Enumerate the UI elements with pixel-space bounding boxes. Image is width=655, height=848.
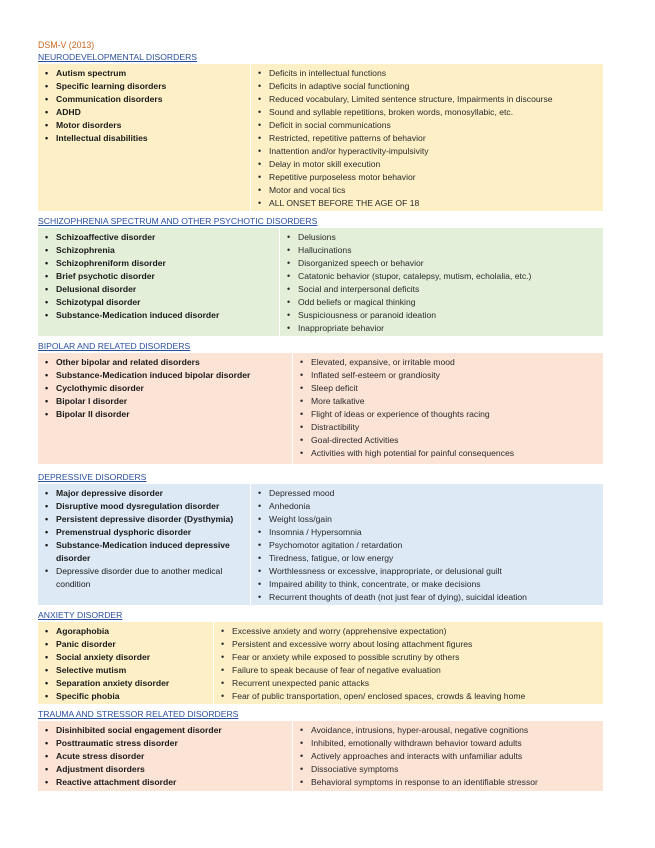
symptom-item: • Restricted, repetitive patterns of behavior — [251, 132, 603, 145]
section-anxiety — [38, 622, 603, 704]
symptom-item: • Flight of ideas or experience of thoughts racing — [293, 408, 603, 421]
symptom-item: • Dissociative symptoms — [293, 763, 603, 776]
disorder-item: • Substance-Medication induced disorder — [38, 309, 279, 322]
symptom-item: • Deficits in adaptive social functioning — [251, 80, 603, 93]
symptom-item: • Catatonic behavior (stupor, catalepsy, mutism, echolalia, etc.) — [280, 270, 603, 283]
section-title-schizophrenia: SCHIZOPHRENIA SPECTRUM AND OTHER PSYCHOTIC DISORDERS — [38, 216, 318, 226]
section-neurodevelopmental — [38, 64, 603, 211]
symptom-item: • Delay in motor skill execution — [251, 158, 603, 171]
disorder-item: • Schizotypal disorder — [38, 296, 279, 309]
symptom-item: • Tiredness, fatigue, or low energy — [251, 552, 603, 565]
disorder-item: • Disruptive mood dysregulation disorder — [38, 500, 250, 513]
symptom-item: • Inappropriate behavior — [280, 322, 603, 335]
disorder-item: • Bipolar II disorder — [38, 408, 292, 421]
symptom-item: • Impaired ability to think, concentrate, or make decisions — [251, 578, 603, 591]
disorder-item: • Other bipolar and related disorders — [38, 356, 292, 369]
symptoms-column — [251, 484, 603, 605]
symptom-item: • Fear of public transportation, open/ enclosed spaces, crowds & leaving home — [214, 690, 603, 703]
symptom-item: • Depressed mood — [251, 487, 603, 500]
symptom-item: • Disorganized speech or behavior — [280, 257, 603, 270]
disorders-column — [38, 622, 214, 704]
symptom-item: • More talkative — [293, 395, 603, 408]
symptom-item: • Social and interpersonal deficits — [280, 283, 603, 296]
disorder-item: • Depressive disorder due to another medical condition — [38, 565, 250, 591]
symptom-item: • Delusions — [280, 231, 603, 244]
symptom-item: • Actively approaches and interacts with unfamiliar adults — [293, 750, 603, 763]
disorder-item: • ADHD — [38, 106, 250, 119]
symptom-item: • Sleep deficit — [293, 382, 603, 395]
symptom-item: • Insomnia / Hypersomnia — [251, 526, 603, 539]
symptom-item: • Odd beliefs or magical thinking — [280, 296, 603, 309]
section-title-trauma: TRAUMA AND STRESSOR RELATED DISORDERS — [38, 709, 239, 719]
symptoms-column — [280, 228, 603, 336]
symptoms-column — [251, 64, 603, 211]
symptom-item: • Motor and vocal tics — [251, 184, 603, 197]
symptom-item: • Deficits in intellectual functions — [251, 67, 603, 80]
symptom-item: • Activities with high potential for painful consequences — [293, 447, 603, 460]
section-depressive — [38, 484, 603, 605]
disorder-item: • Selective mutism — [38, 664, 213, 677]
symptom-item: • Elevated, expansive, or irritable mood — [293, 356, 603, 369]
disorders-column — [38, 721, 293, 791]
disorder-item: • Premenstrual dysphoric disorder — [38, 526, 250, 539]
symptoms-column — [293, 353, 603, 464]
disorders-column — [38, 353, 293, 464]
disorder-item: • Schizoaffective disorder — [38, 231, 279, 244]
symptoms-column — [214, 622, 603, 704]
disorder-item: • Schizophreniform disorder — [38, 257, 279, 270]
section-bipolar — [38, 353, 603, 464]
symptom-item: • Inattention and/or hyperactivity-impulsivity — [251, 145, 603, 158]
symptom-item: • Anhedonia — [251, 500, 603, 513]
section-schizophrenia — [38, 228, 603, 336]
symptom-item: • Recurrent unexpected panic attacks — [214, 677, 603, 690]
symptom-item: • Reduced vocabulary, Limited sentence structure, Impairments in discourse — [251, 93, 603, 106]
section-trauma — [38, 721, 603, 791]
disorder-item: • Specific phobia — [38, 690, 213, 703]
symptom-item: • Recurrent thoughts of death (not just fear of dying), suicidal ideation — [251, 591, 603, 604]
disorder-item: • Delusional disorder — [38, 283, 279, 296]
disorder-item: • Autism spectrum — [38, 67, 250, 80]
disorder-item: • Reactive attachment disorder — [38, 776, 292, 789]
section-title-neurodevelopmental: NEURODEVELOPMENTAL DISORDERS — [38, 52, 198, 62]
section-title-bipolar: BIPOLAR AND RELATED DISORDERS — [38, 341, 191, 351]
symptom-item: • Inhibited, emotionally withdrawn behavior toward adults — [293, 737, 603, 750]
symptom-item: • Persistent and excessive worry about losing attachment figures — [214, 638, 603, 651]
symptom-item: • Repetitive purposeless motor behavior — [251, 171, 603, 184]
disorder-item: • Separation anxiety disorder — [38, 677, 213, 690]
disorder-item: • Adjustment disorders — [38, 763, 292, 776]
symptom-item: • Inflated self-esteem or grandiosity — [293, 369, 603, 382]
symptom-item: • Psychomotor agitation / retardation — [251, 539, 603, 552]
disorder-item: • Motor disorders — [38, 119, 250, 132]
disorder-item: • Specific learning disorders — [38, 80, 250, 93]
disorder-item: • Substance-Medication induced bipolar disorder — [38, 369, 292, 382]
symptom-item: • Worthlessness or excessive, inappropriate, or delusional guilt — [251, 565, 603, 578]
symptom-item: • Deficit in social communications — [251, 119, 603, 132]
disorder-item: • Social anxiety disorder — [38, 651, 213, 664]
symptom-item: • Distractibility — [293, 421, 603, 434]
symptom-item: • Behavioral symptoms in response to an identifiable stressor — [293, 776, 603, 789]
symptom-item: • Excessive anxiety and worry (apprehensive expectation) — [214, 625, 603, 638]
disorder-item: • Acute stress disorder — [38, 750, 292, 763]
symptom-item: • Fear or anxiety while exposed to possible scrutiny by others — [214, 651, 603, 664]
symptom-item: • Failure to speak because of fear of negative evaluation — [214, 664, 603, 677]
symptoms-column — [293, 721, 603, 791]
disorder-item: • Bipolar I disorder — [38, 395, 292, 408]
symptom-item: • Sound and syllable repetitions, broken words, monosyllabic, etc. — [251, 106, 603, 119]
symptom-item: • Avoidance, intrusions, hyper-arousal, negative cognitions — [293, 724, 603, 737]
disorder-item: • Cyclothymic disorder — [38, 382, 292, 395]
disorder-item: • Intellectual disabilities — [38, 132, 250, 145]
document-title: DSM-V (2013) — [38, 40, 95, 50]
disorder-item: • Schizophrenia — [38, 244, 279, 257]
symptom-item: • Weight loss/gain — [251, 513, 603, 526]
disorders-column — [38, 484, 251, 605]
disorders-column — [38, 228, 280, 336]
disorder-item: • Brief psychotic disorder — [38, 270, 279, 283]
symptom-item: • Hallucinations — [280, 244, 603, 257]
disorder-item: • Substance-Medication induced depressive disorder — [38, 539, 250, 565]
symptom-item: • ALL ONSET BEFORE THE AGE OF 18 — [251, 197, 603, 210]
symptom-item: • Goal-directed Activities — [293, 434, 603, 447]
disorders-column — [38, 64, 251, 211]
disorder-item: • Disinhibited social engagement disorder — [38, 724, 292, 737]
disorder-item: • Persistent depressive disorder (Dysthymia) — [38, 513, 250, 526]
section-title-anxiety: ANXIETY DISORDER — [38, 610, 123, 620]
disorder-item: • Agoraphobia — [38, 625, 213, 638]
section-title-depressive: DEPRESSIVE DISORDERS — [38, 472, 147, 482]
symptom-item: • Suspiciousness or paranoid ideation — [280, 309, 603, 322]
disorder-item: • Major depressive disorder — [38, 487, 250, 500]
disorder-item: • Communication disorders — [38, 93, 250, 106]
disorder-item: • Posttraumatic stress disorder — [38, 737, 292, 750]
disorder-item: • Panic disorder — [38, 638, 213, 651]
